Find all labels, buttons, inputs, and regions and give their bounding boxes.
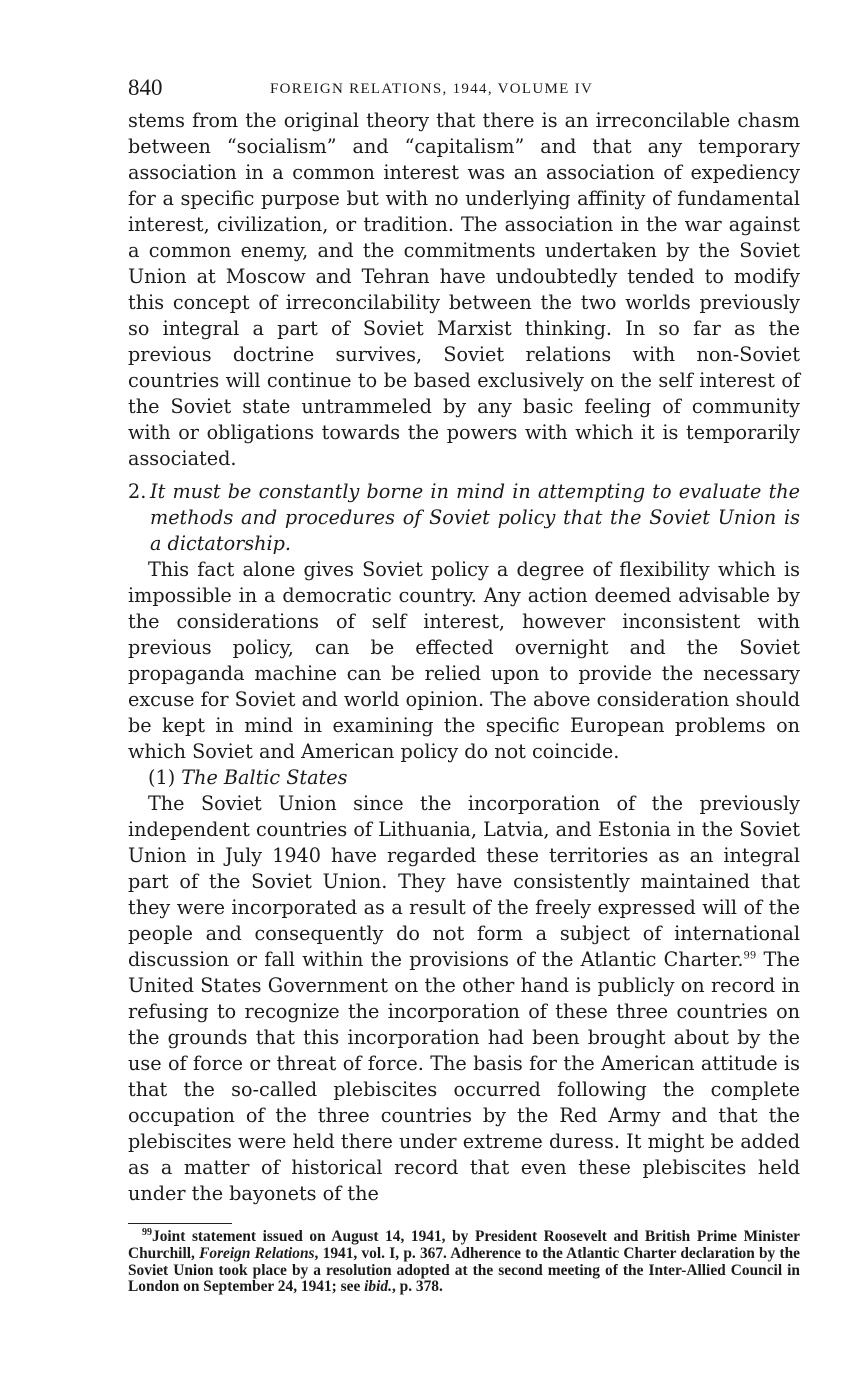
footnote-text: Joint statement issued on August 14, 1941, by President Roosevelt and British Prime Minister Churchill, — [128, 1228, 800, 1262]
paragraph-continuation: stems from the original theory that there is an irreconcilable chasm between “socialism” and “capitalism” and that any temporary association in a common interest was an association of expediency for a specific purpose but with no underlying affinity of fundamental interest, civilization, or tradition. The association in the war against a common enemy, and the commitments undertaken by the Soviet Union at Moscow and Tehran have undoubtedly tended to modify this concept of irreconcilability between the two worlds previously so integral a part of Soviet Marxist thinking. In so far as the previous doctrine survives, Soviet relations with non-Soviet countries will continue to be based exclusively on the self interest of the Soviet state untrammeled by any basic feeling of community with or obligations towards the powers with which it is temporarily associated. — [128, 109, 800, 470]
item-text: It must be constantly borne in mind in attempting to evaluate the methods and procedures of Soviet policy that the Soviet Union is a dictatorship. — [150, 480, 800, 555]
footnote-ibid: ibid. — [364, 1278, 392, 1296]
page-header — [128, 72, 800, 108]
section-heading-baltic-states — [128, 765, 800, 791]
footnote-99 — [128, 1226, 801, 1296]
running-head: FOREIGN RELATIONS, 1944, VOLUME IV — [270, 81, 594, 97]
section-number: (1) — [148, 766, 176, 789]
paragraph-text-part: The United States Government on the other hand is publicly on record in refusing to recognize the incorporation of these three countries on the grounds that this incorporation had been brought about by the use of force or threat of force. The basis for the American attitude is that the so-called plebiscites occurred following the complete occupation of the three countries by the Red Army and that the plebiscites were held there under extreme duress. It might be added as a matter of historical record that even these plebiscites held under the bayonets of the — [128, 948, 800, 1205]
footnote-reference[interactable]: 99 — [743, 950, 757, 962]
paragraph-baltic-states — [128, 791, 800, 1207]
footnote-title: Foreign Relations — [199, 1244, 315, 1262]
numbered-item-2 — [128, 479, 800, 557]
footnote-divider — [128, 1223, 232, 1224]
page-number: 840 — [128, 75, 163, 100]
footnote-marker: 99 — [142, 1226, 152, 1238]
paragraph-flexibility: This fact alone gives Soviet policy a degree of flexibility which is impossible in a democratic country. Any action deemed advisable by the considerations of self interest, however inconsistent with previous policy, can be effected overnight and the Soviet propaganda machine can be relied upon to provide the necessary excuse for Soviet and world opinion. The above consideration should be kept in mind in examining the specific European problems on which Soviet and American policy do not coincide. — [128, 558, 800, 763]
paragraph-text-part: The Soviet Union since the incorporation of the previously independent countries of Lithuania, Latvia, and Estonia in the Soviet Union in July 1940 have regarded these territories as an integral part of the Soviet Union. They have consistently maintained that they were incorporated as a result of the freely expressed will of the people and consequently do not form a subject of international discussion or fall within the provisions of the Atlantic Charter. — [128, 792, 800, 971]
footnote-text: , p. 378. — [391, 1278, 443, 1296]
section-title: The Baltic States — [181, 766, 348, 789]
item-number: 2. — [128, 480, 147, 503]
footnote-text: , 1941, vol. I, p. 367. Adherence to the Atlantic Charter declaration by the Soviet Union took place by a resolution adopted at the second meeting of the Inter-Allied Council in London on September 24, 1941; see — [128, 1244, 801, 1296]
document-page — [128, 72, 800, 1296]
